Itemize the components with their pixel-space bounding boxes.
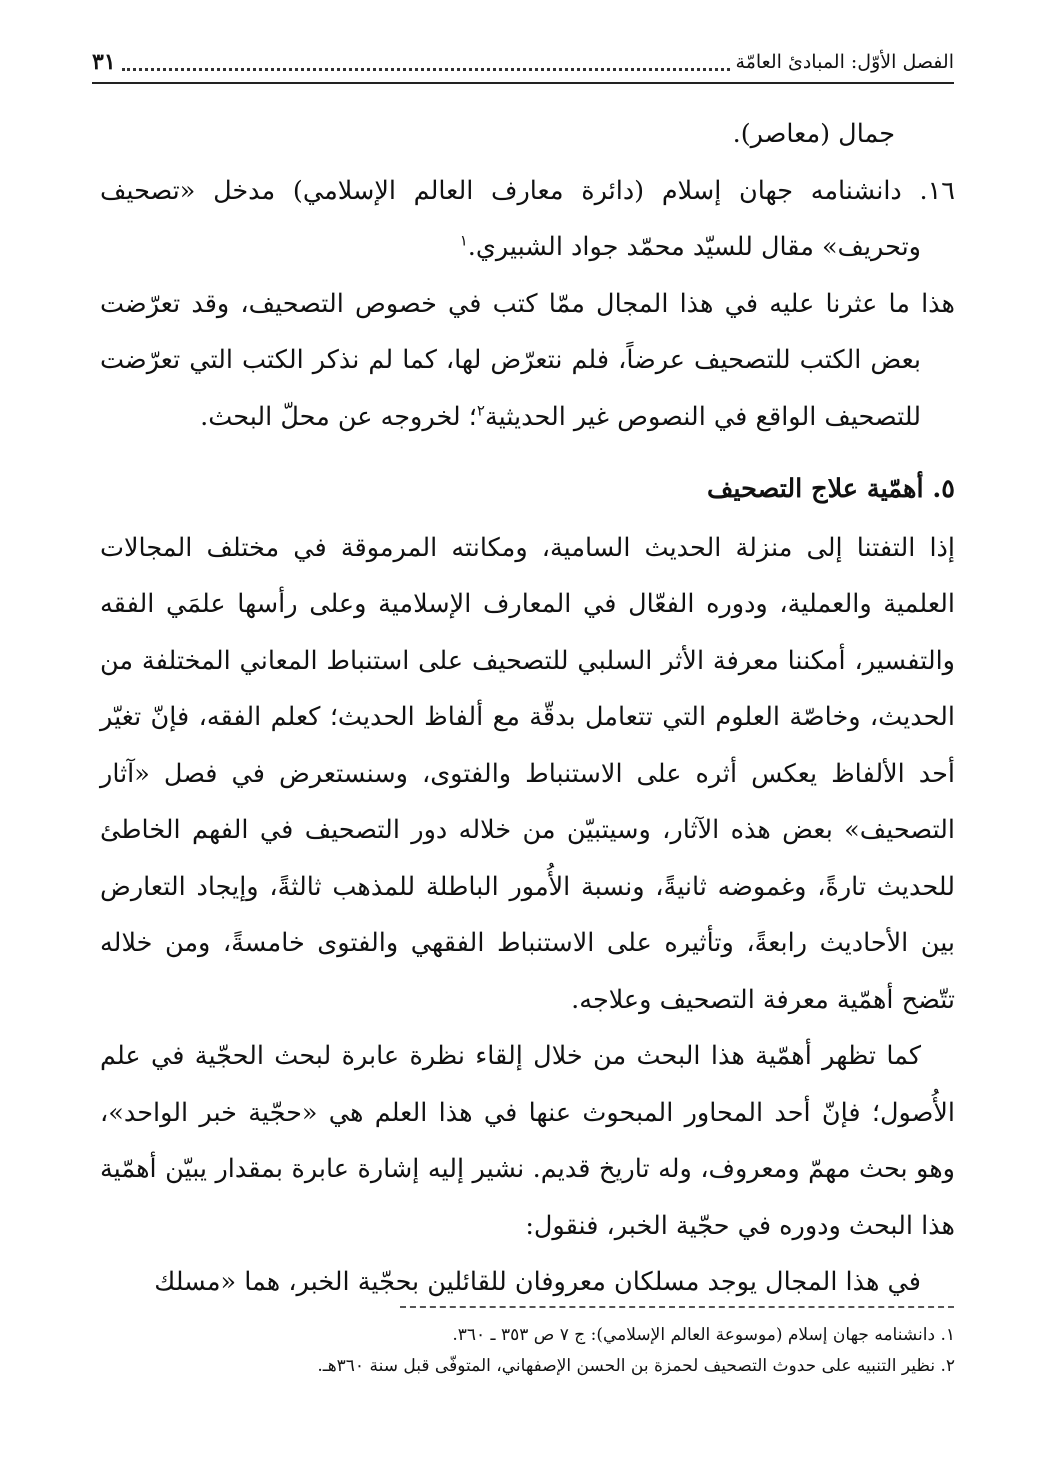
list-item-16-text: ١٦. دانشنامه جهان إسلام (دائرة معارف العالم الإسلامي) مدخل «تصحيف [100,175,955,206]
footnote-separator [400,1306,954,1308]
paragraph-2: كما تظهر أهمّية هذا البحث من خلال إلقاء نظرة عابرة لبحث الحجّية في علم الأُصول؛ فإنّ أحد المحاور المبحوث عنها في هذا العلم هي «حجّية خبر الواحد»، وهو بحث مهمّ ومعروف، وله تاريخ قديم. نشير إليه إشارة عابرة بمقدار يبيّن أهمّية هذا البحث ودوره في حجّية الخبر، فنقول: [100,1041,955,1241]
leader-dots [122,54,730,71]
section-heading: ٥. أهمّية علاج التصحيف [707,474,955,504]
paragraph-1: إذا التفتنا إلى منزلة الحديث السامية، ومكانته المرموقة في مختلف المجالات العلمية والعملية، ودوره الفعّال في المعارف الإسلامية وعلى رأسها علمَي الفقه والتفسير، أمكننا معرفة الأثر السلبي للتصحيف على استنباط المعاني المختلفة من الحديث، وخاصّة العلوم التي تتعامل بدقّة مع ألفاظ الحديث؛ كعلم الفقه، فإنّ تغيّر أحد الألفاظ يعكس أثره على الاستنباط والفتوى، وسنستعرض في فصل «آثار التصحيف» بعض هذه الآثار، وسيتبيّن من خلاله دور التصحيف في الفهم الخاطئ للحديث تارةً، وغموضه ثانيةً، ونسبة الأُمور الباطلة للمذهب ثالثةً، وإيجاد التعارض بين الأحاديث رابعةً، وتأثيره على الاستنباط الفقهي والفتوى خامسةً، ومن خلاله تتّضح أهمّية معرفة التصحيف وعلاجه. [100,532,955,1015]
summary-paragraph [100,276,955,446]
summary-text-a: هذا ما عثرنا عليه في هذا المجال ممّا كتب في خصوص التصحيف، وقد تعرّضت بعض الكتب للتصحيف عرضاً، فلم نتعرّض لها، كما لم نذكر الكتب التي تعرّضت للتصحيف الواقع في النصوص غير الحديثية [100,288,955,432]
footnote-ref-1: ١ [459,231,468,250]
running-header [92,42,954,84]
footnote-2: ٢. نظير التنبيه على حدوث التصحيف لحمزة بن الحسن الإصفهاني، المتوفّى قبل سنة ٣٦٠هـ. [317,1356,955,1376]
footnote-ref-2: ٢ [476,401,485,419]
list-item-16-text-cont: وتحريف» مقال للسيّد محمّد جواد الشبيري. [467,232,921,262]
list-item-16 [100,163,955,276]
main-text [100,106,955,1311]
summary-text-b: ؛ لخروجه عن محلّ البحث. [200,401,477,432]
chapter-title: الفصل الأوّل: المبادئ العامّة [735,51,954,73]
paragraph-3: في هذا المجال يوجد مسلكان معروفان للقائلين بحجّية الخبر، هما «مسلك [154,1267,921,1297]
list-item-continuation: جمال (معاصر). [732,119,895,149]
page-number: ٣١ [92,49,116,75]
footnotes [100,1320,955,1382]
footnote-1: ١. دانشنامه جهان إسلام (موسوعة العالم الإسلامي): ج ٧ ص ٣٥٣ ـ ٣٦٠. [452,1325,955,1345]
